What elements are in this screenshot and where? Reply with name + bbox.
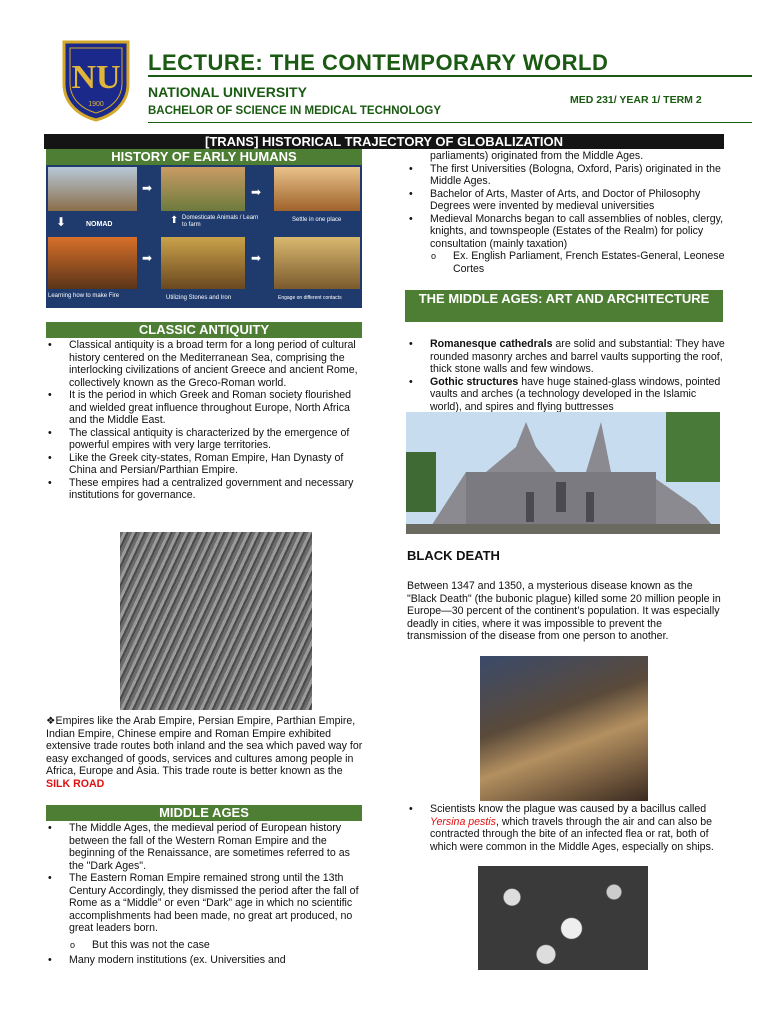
contacts-image xyxy=(274,237,360,289)
label-domesticate: Domesticate Animals / Learn to farm xyxy=(182,215,259,228)
list-item: • The first Universities (Bologna, Oxford, Paris) originated in the Middle Ages. xyxy=(405,163,725,188)
arrow-down-icon: ⬇ xyxy=(56,215,67,229)
fire-image xyxy=(48,237,137,289)
plague-painting xyxy=(480,656,648,801)
continued-line: parliaments) originated from the Middle Ages. xyxy=(430,150,644,162)
architecture-list xyxy=(405,338,725,413)
logo-year: 1900 xyxy=(88,101,104,108)
cathedral-photo xyxy=(406,412,720,534)
plague-cause-text-pre: Scientists know the plague was caused by a bacillus called xyxy=(430,803,707,815)
list-item: • Classical antiquity is a broad term for a long period of cultural history centered on the Mediterranean Sea, comprising the interlocking civilizations of ancient Greece and ancient Rome, collectively known as the Greco-Roman world. xyxy=(44,339,364,389)
list-item xyxy=(405,376,725,414)
list-item: • The Middle Ages, the medieval period of European history between the fall of the Western Roman Empire and the beginning of the Renaissance, are sometimes referred to as the "Dark Ages". xyxy=(44,822,364,872)
middle-ages-list xyxy=(44,822,364,967)
romanesque-text: are solid and substantial: They have rounded masonry arches and barrel vaults supporting the roof, thick stone walls and few windows. xyxy=(430,338,725,375)
arrow-right-icon: ➡ xyxy=(142,251,153,265)
title-divider xyxy=(148,75,752,77)
logo-letters: NU xyxy=(71,59,121,96)
list-item: • Medieval Monarchs began to call assemblies of nobles, clergy, knights, and townspeople (Estates of the Realm) for policy consultation (mainly taxation) xyxy=(405,213,725,251)
label-stones: Utilizing Stones and Iron xyxy=(166,295,232,301)
gothic-text: have huge stained-glass windows, pointed vaults and arches (a technology developed in the Islamic world), and spires and flying buttresses xyxy=(430,375,721,413)
farming-image xyxy=(161,167,245,211)
page-title: LECTURE: THE CONTEMPORARY WORLD xyxy=(148,50,609,75)
heading-early-humans: HISTORY OF EARLY HUMANS xyxy=(46,149,362,165)
institutions-list xyxy=(405,163,725,276)
arrow-up-icon: ⬆ xyxy=(170,215,179,226)
university-logo xyxy=(60,38,132,122)
list-item: • Like the Greek city-states, Roman Empire, Han Dynasty of China and Persian/Parthian Empire. xyxy=(44,452,364,477)
heading-art-architecture: THE MIDDLE AGES: ART AND ARCHITECTURE xyxy=(405,290,723,322)
label-contacts: Engage on different contacts xyxy=(278,295,342,301)
middle-ages-continued xyxy=(405,150,725,275)
gothic-term: Gothic structures xyxy=(430,375,519,388)
label-nomad: NOMAD xyxy=(86,221,113,228)
romanesque-term: Romanesque cathedrals xyxy=(430,338,553,350)
plague-cause-list xyxy=(405,803,723,853)
stones-image xyxy=(161,237,245,289)
heading-middle-ages: MIDDLE AGES xyxy=(46,805,362,821)
list-item: • It is the period in which Greek and Roman society flourished and wielded great influence throughout Europe, North Africa and the Middle East. xyxy=(44,389,364,427)
program-name: BACHELOR OF SCIENCE IN MEDICAL TECHNOLOGY xyxy=(148,105,442,117)
course-code: MED 231/ YEAR 1/ TERM 2 xyxy=(570,94,702,106)
heading-black-death: BLACK DEATH xyxy=(407,548,500,563)
list-item: • The classical antiquity is characterized by the emergence of powerful empires with very large territories. xyxy=(44,427,364,452)
list-item xyxy=(405,338,725,376)
sub-list-item: o Ex. English Parliament, French Estates-General, Leonese Cortes xyxy=(405,250,725,275)
bacillus-name: Yersina pestis xyxy=(430,815,496,828)
sub-list-item: o But this was not the case xyxy=(44,939,364,952)
plague-cause-text-post: , which travels through the air and can also be contracted through the bite of an infected flea or rat, both of which were common in the Middle Ages, especially on ships. xyxy=(430,815,714,853)
arrow-right-icon: ➡ xyxy=(251,251,262,265)
arrow-right-icon: ➡ xyxy=(142,181,153,195)
nomad-image xyxy=(48,167,137,211)
silk-road-term: SILK ROAD xyxy=(46,777,105,790)
list-item xyxy=(405,803,723,853)
list-item: • The Eastern Roman Empire remained strong until the 13th Century Accordingly, they dismissed the period after the fall of Rome as a “Middle” or even “Dark” age in which no scientific accomplishments had been made, no great art produced, no great leaders born. xyxy=(44,872,364,935)
arrow-right-icon: ➡ xyxy=(251,185,262,199)
black-death-paragraph: Between 1347 and 1350, a mysterious disease known as the "Black Death" (the bubonic plague) killed some 20 million people in Europe—30 percent of the continent’s population. It was especially deadly in cities, where it was impossible to prevent the transmission of the disease from one person to another. xyxy=(407,580,721,642)
university-name: NATIONAL UNIVERSITY xyxy=(148,84,307,100)
heading-classic-antiquity: CLASSIC ANTIQUITY xyxy=(46,322,362,338)
label-fire: Learning how to make Fire xyxy=(48,293,120,299)
header-divider xyxy=(148,122,752,123)
bacteria-micrograph xyxy=(478,866,648,970)
section-banner: [TRANS] HISTORICAL TRAJECTORY OF GLOBALIZATION xyxy=(44,134,724,149)
classic-battle-engraving xyxy=(120,532,312,710)
settle-image xyxy=(274,167,360,211)
silk-road-text: ❖Empires like the Arab Empire, Persian Empire, Parthian Empire, Indian Empire, Chinese empire and Roman Empire exhibited extensive trade routes both inland and the sea which paved way for easy exchanged of goods, services and cultures among people in Africa, Europe and Asia. This trade route is better known as the xyxy=(46,715,363,777)
list-item: • Many modern institutions (ex. Universities and xyxy=(44,954,364,967)
silk-road-paragraph xyxy=(46,715,364,790)
label-settle: Settle in one place xyxy=(292,217,342,223)
list-item: • These empires had a centralized government and necessary institutions for governance. xyxy=(44,477,364,502)
classic-antiquity-list xyxy=(44,339,364,502)
early-humans-infographic xyxy=(46,165,362,308)
list-item: • Bachelor of Arts, Master of Arts, and Doctor of Philosophy Degrees were invented by medieval universities xyxy=(405,188,725,213)
